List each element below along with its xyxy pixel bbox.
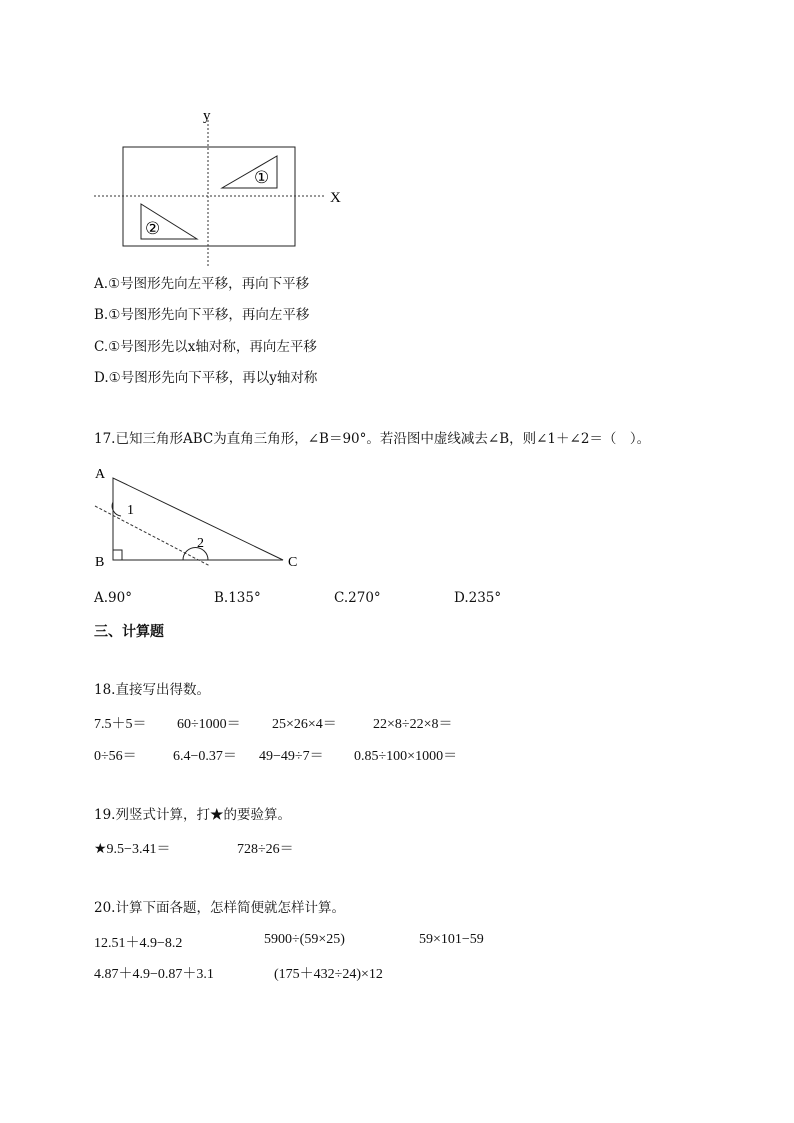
translation-figure: [80, 100, 360, 275]
q17-stem: 17.已知三角形ABC为直角三角形，∠B＝90°。若沿图中虚线减去∠B，则∠1＋∠2＝（ ）。: [94, 431, 651, 447]
x-axis-label: X: [330, 190, 341, 206]
q18-expr-2: 60÷1000＝: [177, 717, 241, 732]
q19-expr-2: 728÷26＝: [237, 842, 294, 857]
angle-2-label: 2: [197, 536, 204, 551]
q20-expr-2: 5900÷(59×25): [264, 932, 345, 947]
q18-stem: 18.直接写出得数。: [94, 682, 210, 698]
q20-expr-5: (175＋432÷24)×12: [274, 967, 383, 982]
vertex-a-label: A: [95, 467, 106, 482]
angle-1-label: 1: [127, 503, 134, 518]
q18-expr-5: 0÷56＝: [94, 749, 137, 764]
triangle-2-label: ②: [145, 219, 161, 238]
q19-expr-1: ★9.5−3.41＝: [94, 842, 171, 857]
q17-option-d: D.235°: [454, 590, 502, 606]
q17-option-a: A.90°: [94, 590, 132, 606]
vertex-b-label: B: [95, 555, 105, 570]
vertex-c-label: C: [288, 555, 298, 570]
q20-expr-4: 4.87＋4.9−0.87＋3.1: [94, 967, 214, 982]
q19-stem: 19.列竖式计算，打★的要验算。: [94, 807, 291, 823]
q16-option-c: C.①号图形先以x轴对称，再向左平移: [94, 339, 317, 355]
q17-option-b: B.135°: [214, 590, 261, 606]
section-3-title: 三、计算题: [94, 624, 164, 640]
right-triangle-figure: [85, 462, 315, 574]
q20-stem: 20.计算下面各题，怎样简便就怎样计算。: [94, 900, 345, 916]
q16-option-a: A.①号图形先向左平移，再向下平移: [94, 276, 310, 292]
q16-option-d: D.①号图形先向下平移，再以y轴对称: [94, 370, 318, 386]
q18-expr-8: 0.85÷100×1000＝: [354, 749, 458, 764]
y-axis-label: y: [203, 108, 211, 124]
cut-line: [95, 506, 210, 566]
q17-option-c: C.270°: [334, 590, 381, 606]
q18-expr-3: 25×26×4＝: [272, 717, 337, 732]
q20-expr-3: 59×101−59: [419, 932, 484, 947]
q16-option-b: B.①号图形先向下平移，再向左平移: [94, 307, 310, 323]
q20-expr-1: 12.51＋4.9−8.2: [94, 936, 183, 951]
q18-expr-6: 6.4−0.37＝: [173, 749, 237, 764]
q18-expr-1: 7.5＋5＝: [94, 717, 147, 732]
q18-expr-4: 22×8÷22×8＝: [373, 717, 453, 732]
right-angle-mark: [113, 550, 122, 560]
angle-2-arc: [183, 548, 208, 561]
triangle-1-label: ①: [254, 168, 270, 187]
q18-expr-7: 49−49÷7＝: [259, 749, 324, 764]
